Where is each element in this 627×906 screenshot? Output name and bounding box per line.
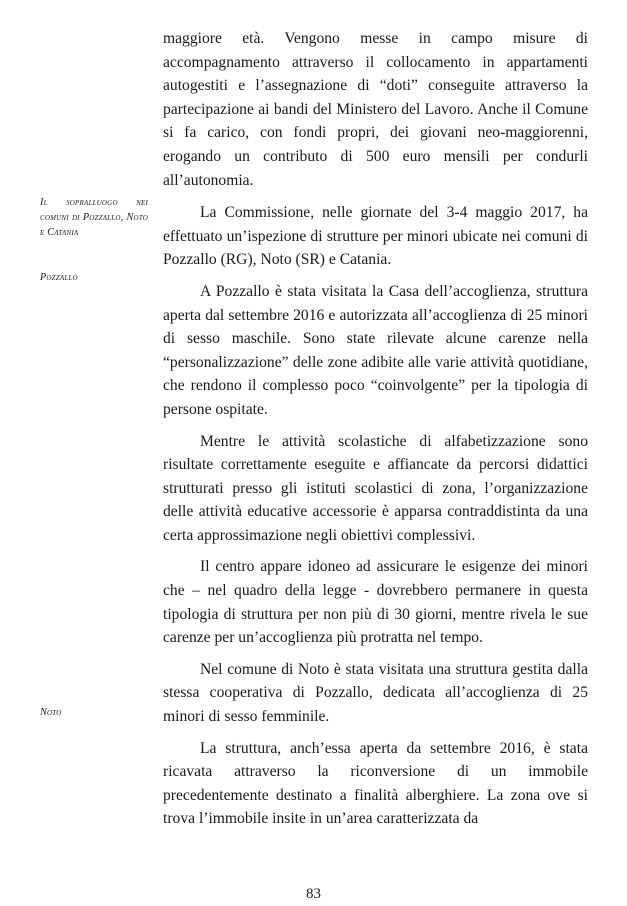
margin-note-sopralluogo: Il sopralluogo nei comuni di Pozzallo, Noto e Catania (40, 197, 148, 238)
paragraph-noto-structure: La struttura, anch’essa aperta da settembre 2016, è stata ricavata attraverso la riconversione di un immobile precedentemente destinato a finalità alberghiere. La zona ove si trova l’immobile insite in un’area caratterizzata da (163, 739, 588, 828)
paragraph-noto-visit: Nel comune di Noto è stata visitata una struttura gestita dalla stessa cooperativa di Pozzallo, dedicata all’accoglienza di 25 minori di sesso femminile. (163, 660, 588, 726)
paragraph-continuation: maggiore età. Vengono messe in campo misure di accompagnamento attraverso il collocamento in appartamenti autogestiti e l’assegnazione di “doti” conseguite attraverso la partecipazione ai bandi del Ministero del Lavoro. Anche il Comune si fa carico, con fondi propri, dei giovani neo-maggiorenni, erogando un contributo di 500 euro mensili per condurli all’autonomia. (163, 30, 588, 189)
paragraph-school-activities: Mentre le attività scolastiche di alfabetizzazione sono risultate correttamente eseguite e affiancate da percorsi didattici strutturati presso gli istituti scolastici di zona, l’organizzazione delle attività educative accessorie è apparsa contraddistinta da una certa approssimazione negli obiettivi complessivi. (163, 432, 588, 544)
page-number: 83 (306, 886, 321, 902)
paragraph-center-suitability: Il centro appare idoneo ad assicurare le esigenze dei minori che – nel quadro della legge - dovrebbero permanere in questa tipologia di struttura per non più di 30 giorni, mentre rivela le sue carenze per un’accoglienza più protratta nel tempo. (163, 558, 588, 647)
margin-note-noto: Noto (40, 707, 62, 718)
paragraph-commission-inspection: La Commissione, nelle giornate del 3-4 maggio 2017, ha effettuato un’ispezione di strutture per minori ubicate nei comuni di Pozzallo (RG), Noto (SR) e Catania. (163, 204, 588, 269)
paragraph-pozzallo-visit: A Pozzallo è stata visitata la Casa dell’accoglienza, struttura aperta dal settembre 2016 e autorizzata all’accoglienza di 25 minori di sesso maschile. Sono state rilevate alcune carenze nella “personalizzazione” delle zone adibite alle varie attività quotidiane, che rendono il complesso poco “coinvolgente” per la tipologia di persone ospitate. (163, 282, 588, 418)
main-text-column (163, 27, 588, 839)
margin-note-pozzallo: Pozzallo (40, 272, 78, 283)
